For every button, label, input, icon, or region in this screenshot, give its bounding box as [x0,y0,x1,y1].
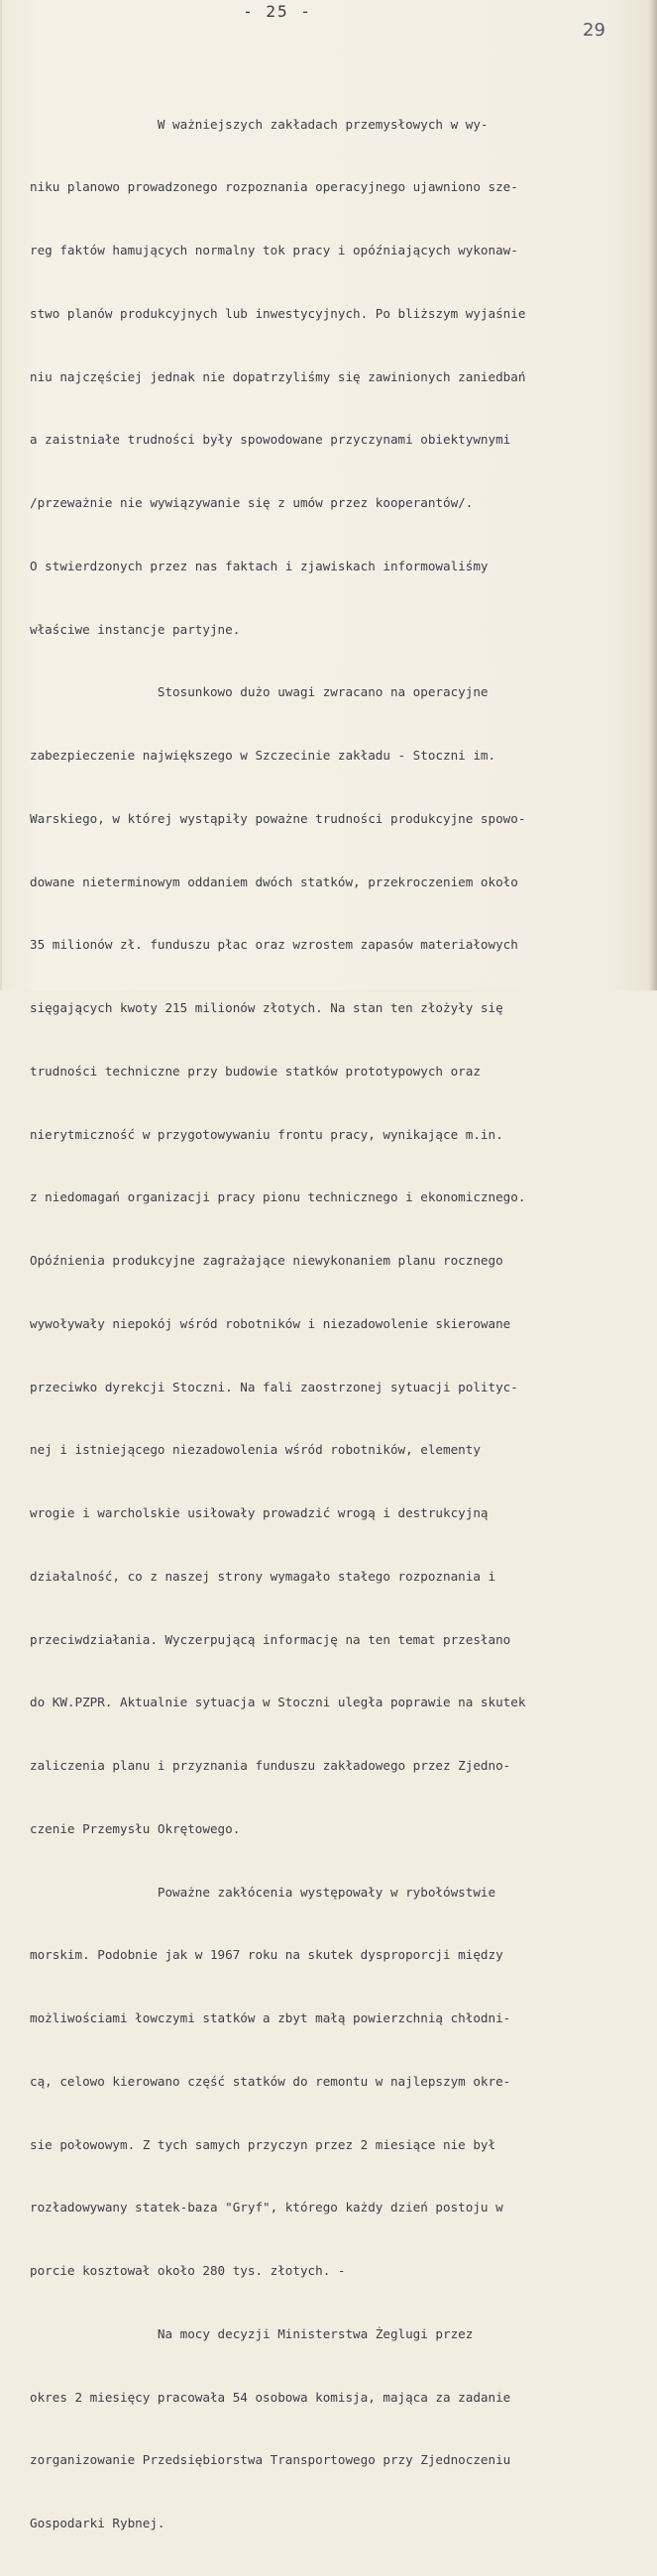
text-line: możliwościami łowczymi statków a zbyt małą powierzchnią chłodni- [30,2010,511,2025]
text-line: przeciwko dyrekcji Stoczni. Na fali zaostrzonej sytuacji polityc- [30,1379,518,1394]
text-line: zabezpieczenie największego w Szczecinie zakładu - Stoczni im. [30,748,496,763]
text-line: dowane nieterminowym oddaniem dwóch statków, przekroczeniem około [30,874,518,889]
text-line: O stwierdzonych przez nas faktach i zjawiskach informowaliśmy [30,558,489,573]
text-line: /przeważnie nie wywiązywanie się z umów przez kooperantów/. [30,495,474,510]
text-line: czenie Przemysłu Okrętowego. [30,1820,241,1836]
text-line: nej i istniejącego niezadowolenia wśród robotników, elementy [30,1442,481,1458]
text-line: niu najczęściej jednak nie dopatrzyliśmy się zawinionych zaniedbań [30,368,526,384]
text-line: z niedomagań organizacji pracy pionu technicznego i ekonomicznego. [30,1189,526,1205]
text-line: morskim. Podobnie jak w 1967 roku na skutek dysproporcji między [30,1947,503,1963]
text-line: Poważne zakłócenia występowały w rybołówstwie [30,1884,496,1900]
text-line: porcie kosztował około 280 tys. złotych. - [30,2263,346,2278]
text-line: zaliczenia planu i przyznania funduszu zakładowego przez Zjedno- [30,1758,511,1773]
text-line: przeciwdziałania. Wyczerpującą informację na ten temat przesłano [30,1631,511,1647]
text-line: właściwe instancje partyjne. [30,621,241,637]
text-line: a zaistniałe trudności były spowodowane przyczynami obiektywnymi [30,432,511,448]
page-edge-shadow [0,0,2,990]
archive-number: 29 [583,20,605,41]
text-line: rozładowywany statek-baza "Gryf", którego każdy dzień postoju w [30,2200,503,2215]
text-line: trudności techniczne przy budowie statków prototypowych oraz [30,1063,481,1079]
text-line: Na mocy decyzji Ministerstwa Żeglugi przez [30,2325,474,2341]
page-right-edge [649,0,657,990]
text-line: 35 milionów zł. funduszu płac oraz wzrostem zapasów materiałowych [30,937,518,953]
text-line: sie połowowym. Z tych samych przyczyn przez 2 miesiące nie był [30,2136,496,2152]
text-line: W ważniejszych zakładach przemysłowych w wy- [30,116,489,132]
text-line: wywoływały niepokój wśród robotników i niezadowolenie skierowane [30,1315,511,1331]
text-line: nierytmiczność w przygotowywaniu frontu pracy, wynikające m.in. [30,1126,503,1142]
text-line: sięgających kwoty 215 milionów złotych. Na stan ten złożyły się [30,1000,503,1015]
page-number: - 25 - [243,2,312,21]
text-line: do KW.PZPR. Aktualnie sytuacja w Stoczni uległa poprawie na skutek [30,1695,526,1710]
text-line: działalność, co z naszej strony wymagało stałego rozpoznania i [30,1568,496,1584]
text-line: Opóźnienia produkcyjne zagrażające niewykonaniem planu rocznego [30,1253,503,1268]
text-line: Stosunkowo dużo uwagi zwracano na operacyjne [30,684,489,700]
text-line: wrogie i warcholskie usiłowały prowadzić wrogą i destrukcyjną [30,1505,489,1520]
text-line: stwo planów produkcyjnych lub inwestycyjnych. Po bliższym wyjaśnie [30,305,526,321]
body-text [30,71,652,2576]
text-line: Warskiego, w której wystąpiły poważne trudności produkcyjne spowo- [30,810,526,826]
text-line: reg faktów hamujących normalny tok pracy i opóźniających wykonaw- [30,243,518,258]
text-line: zorganizowanie Przedsiębiorstwa Transportowego przy Zjednoczeniu [30,2452,511,2468]
text-line: niku planowo prowadzonego rozpoznania operacyjnego ujawniono sze- [30,179,518,195]
text-line: cą, celowo kierowano część statków do remontu w najlepszym okre- [30,2073,511,2089]
text-line: Gospodarki Rybnej. [30,2516,165,2530]
text-line: okres 2 miesięcy pracowała 54 osobowa komisja, mająca za zadanie [30,2389,511,2405]
